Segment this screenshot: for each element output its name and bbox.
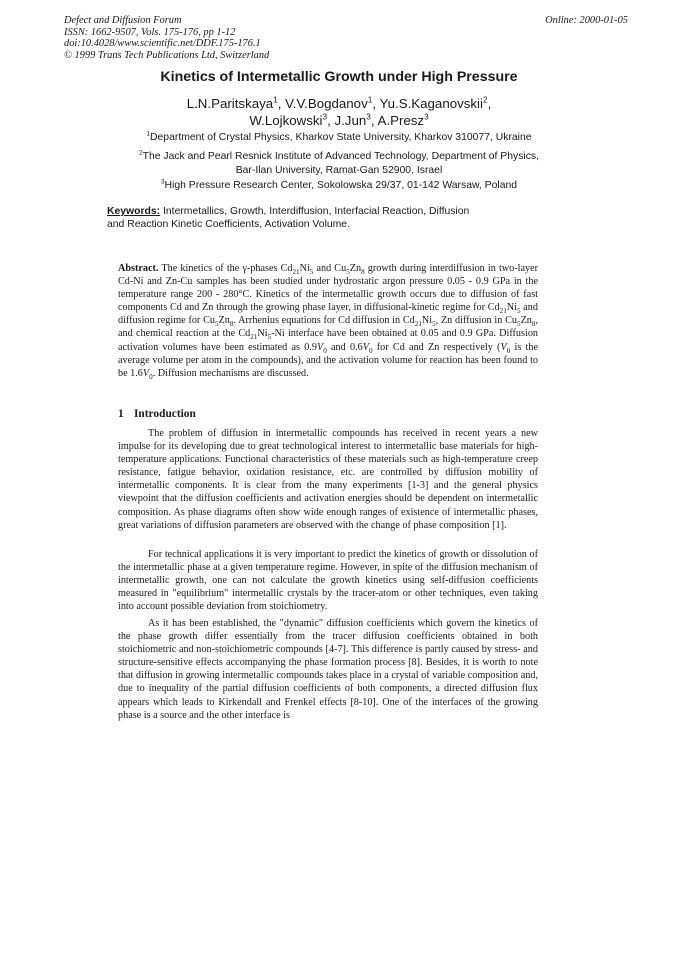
subscript: 21 bbox=[250, 333, 258, 342]
abstract-paragraph bbox=[118, 262, 538, 380]
abstract-text: Ni bbox=[421, 315, 433, 327]
abstract-text: Zn bbox=[218, 315, 230, 327]
subscript: 0 bbox=[506, 346, 511, 355]
abstract-text: for Cd and Zn respectively ( bbox=[372, 341, 501, 353]
abstract-text: Ni bbox=[257, 328, 268, 340]
keywords-label: Keywords: bbox=[107, 206, 161, 217]
abstract-text: is the average volume per atom in the compounds), and the activation volume for reaction has been found to be 1.6 bbox=[118, 341, 539, 379]
author-name: J.Jun bbox=[334, 113, 367, 128]
author-list bbox=[0, 95, 678, 129]
abstract-text: and diffusion regime for Cu bbox=[118, 302, 538, 327]
author-aff-mark: 3 bbox=[424, 112, 429, 122]
abstract-text: . Arrhenius equations for Cd diffusion in Cd bbox=[233, 315, 415, 327]
author-name: V.V.Bogdanov bbox=[285, 96, 368, 111]
author-line-2: W.Lojkowski$^3$, J.Jun$^3$, A.Presz$^3$ bbox=[249, 112, 429, 128]
subscript: 5 bbox=[267, 333, 272, 342]
subscript: 0 bbox=[149, 372, 153, 381]
abstract-label: Abstract. bbox=[118, 263, 159, 274]
italic-symbol: V bbox=[362, 341, 369, 353]
abstract-text: Ni bbox=[299, 263, 310, 274]
subscript: 0 bbox=[323, 346, 327, 355]
affiliation-text: Department of Crystal Physics, Kharkov State University, Kharkov 310077, Ukraine bbox=[150, 132, 532, 143]
author-aff-mark: 3 bbox=[322, 112, 328, 122]
online-date: Online: 2000-01-05 bbox=[545, 15, 628, 26]
paper-title: Kinetics of Intermetallic Growth under High Pressure bbox=[160, 69, 518, 85]
author-name: A.Presz bbox=[377, 113, 425, 128]
italic-symbol: V bbox=[316, 341, 324, 353]
affiliation-text: The Jack and Pearl Resnick Institute of Advanced Technology, Department of Physics, bbox=[142, 151, 539, 162]
subscript: 8 bbox=[229, 320, 234, 329]
abstract-text: -Ni interface have been obtained at 0.05 and 0.9 GPa. Diffusion activation volumes have been estimated as 0.9 bbox=[118, 328, 539, 353]
affiliation-line bbox=[0, 150, 678, 164]
keywords-text: Intermetallics, Growth, Interdiffusion, Interfacial Reaction, Diffusion and Reaction Kinetic Coefficients, Activation Volume. bbox=[107, 206, 470, 230]
doi-line: doi:10.4028/www.scientific.net/DDF.175-176.1 bbox=[64, 38, 261, 50]
subscript: 21 bbox=[292, 268, 300, 277]
journal-header bbox=[64, 15, 269, 61]
affiliation-mark: 2 bbox=[139, 149, 143, 157]
subscript: 5 bbox=[516, 307, 521, 316]
affiliation-text: High Pressure Research Center, Sokolowska 29/37, 01-142 Warsaw, Poland bbox=[164, 180, 518, 191]
copyright-line: © 1999 Trans Tech Publications Ltd, Switzerland bbox=[64, 49, 270, 61]
subscript: 0 bbox=[368, 346, 373, 355]
issn-line: ISSN: 1662-9507, Vols. 175-176, pp 1-12 bbox=[64, 26, 236, 38]
affiliation-3 bbox=[0, 179, 678, 193]
affiliation-1 bbox=[0, 131, 678, 145]
author-aff-mark: 2 bbox=[482, 95, 488, 105]
italic-symbol: V bbox=[500, 341, 507, 353]
subscript: 21 bbox=[414, 320, 422, 329]
affiliation-2 bbox=[0, 150, 678, 177]
subscript: 5 bbox=[517, 320, 521, 329]
body-paragraph: The problem of diffusion in intermetallic compounds has received in recent years a new impulse for its developing due to great technological interest to intermetallic base materials for high-temperature applications. Functional characteristics of these materials such as high-temperature creep resistance, fatigue behavior, oxidation resistance, etc. are controlled by diffusion mobility of intermetallic components. It is clear from the many experiments [1-3] and the general physics viewpoint that the diffusion coefficients and activation energies should be dependent on intermetallic composition. As phase diagrams often show wide enough ranges of existence of intermetallic phases, great variations of diffusion parameters are observed with the change of phase composition [1]. bbox=[118, 428, 538, 531]
body-paragraph: For technical applications it is very important to predict the kinetics of growth or dissolution of the intermetallic phase at a given temperature regime. However, in spite of the diffusion mechanism of intermetallic growth, one can not calculate the growth kinetics using self-diffusion coefficients measured in "equilibrium" intermetallic crystals by the tracer-atom or other techniques, even taking into account possible deviation from stoichiometry. bbox=[118, 549, 538, 613]
keywords-block bbox=[107, 205, 485, 231]
affiliation-mark: 3 bbox=[160, 178, 165, 186]
author-name: W.Lojkowski bbox=[249, 113, 323, 128]
section-title: Introduction bbox=[134, 408, 196, 420]
author-name: L.N.Paritskaya bbox=[186, 96, 274, 111]
abstract-text: Zn bbox=[349, 263, 362, 274]
abstract-text: . Diffusion mechanisms are discussed. bbox=[152, 367, 309, 379]
abstract-text: , and chemical reaction at the Cd bbox=[118, 315, 538, 340]
abstract-text: Zn bbox=[520, 315, 532, 327]
affiliation-line: Bar-Ilan University, Ramat-Gan 52900, Israel bbox=[235, 164, 443, 176]
section-heading bbox=[118, 408, 196, 420]
journal-name: Defect and Diffusion Forum bbox=[64, 15, 182, 26]
abstract-text: and Cu bbox=[313, 263, 347, 274]
author-line-1: L.N.Paritskaya$^1$, V.V.Bogdanov$^1$, Yu.S.Kaganovskii$^2$, bbox=[186, 95, 492, 111]
body-paragraph: As it has been established, the "dynamic" diffusion coefficients which govern the kinetics of the phase growth differ essentially from the tracer diffusion coefficients obtained in both stoichiometric and non-stoichiometric compounds [4-7]. This difference is partly caused by stress- and structure-sensitive effects accompanying the phase formation process [8]. Besides, it is worth to note that diffusion in growing intermetallic compounds takes place in a crystal of variable composition and, due to inequality of the partial diffusion coefficients of both components, a directed diffusion flux appears which leads to Kirkendall and Frenkel effects [8-10]. One of the interfaces of the growing phase is a source and the other interface is bbox=[118, 618, 538, 721]
abstract-text: and 0.6 bbox=[326, 341, 363, 353]
subscript: 5 bbox=[309, 268, 314, 277]
section-number: 1 bbox=[118, 408, 124, 420]
abstract-text: , Zn diffusion in Cu bbox=[435, 315, 517, 327]
subscript: 21 bbox=[499, 307, 507, 316]
subscript: 8 bbox=[361, 268, 365, 277]
subscript: 5 bbox=[432, 320, 436, 329]
abstract-text: The kinetics of the γ-phases Cd bbox=[161, 263, 293, 274]
italic-symbol: V bbox=[142, 367, 150, 379]
subscript: 5 bbox=[214, 320, 219, 329]
subscript: 5 bbox=[346, 268, 350, 277]
abstract-text: Ni bbox=[506, 302, 517, 314]
author-aff-mark: 1 bbox=[273, 95, 278, 105]
abstract-text: growth during interdiffusion in two-layer Cd-Ni and Zn-Cu samples has been studied under hydrostatic argon pressure 0.05 - 0.9 GPa in the temperature range 200 - 280°C. Kinetics of the intermetallic growth occurs due to diffusion of fast components Cd and Zn through the growing phase layer, in diffusional-kinetic regime for Cd bbox=[118, 263, 538, 314]
subscript: 8 bbox=[531, 320, 536, 329]
author-aff-mark: 3 bbox=[366, 112, 371, 122]
affiliation-mark: 1 bbox=[146, 130, 151, 138]
author-aff-mark: 1 bbox=[367, 95, 373, 105]
author-name: Yu.S.Kaganovskii bbox=[379, 96, 483, 111]
